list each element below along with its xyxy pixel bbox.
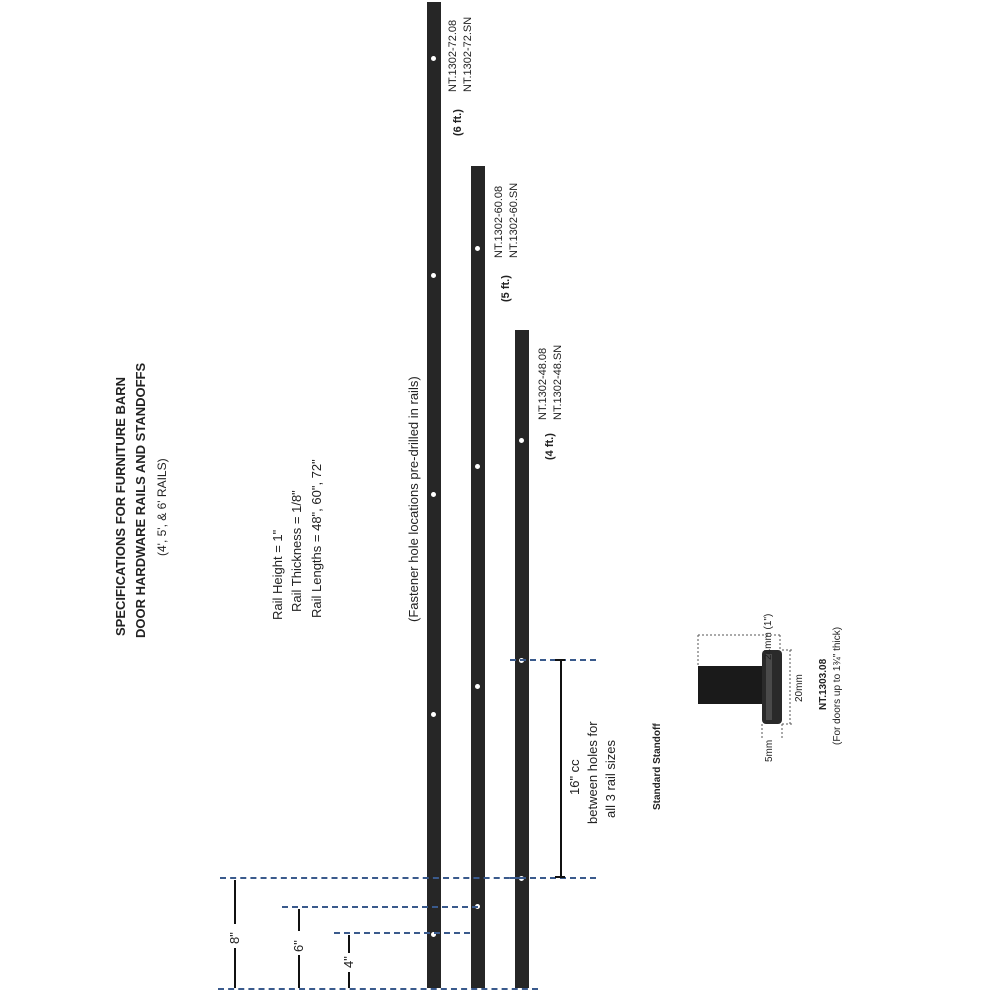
fastener-note: (Fastener hole locations pre-drilled in rails) [406,376,421,622]
spacing-guide-lower [510,877,596,879]
offset-guide-8 [220,877,520,879]
offset-6-line-bottom [298,955,300,988]
rail-5ft-part-b: NT.1302-60.SN [508,182,520,258]
rail-4ft-part-a: NT.1302-48.08 [537,347,549,420]
offset-6-line-top [298,909,300,931]
offset-8-line-bottom [234,948,236,988]
offset-4-line-bottom [348,972,350,988]
rail-5ft-length-label: (5 ft.) [500,275,512,302]
standoff-title: Standard Standoff [652,723,663,810]
spacing-guide-upper [510,659,596,661]
rail-6ft [427,2,441,988]
spacing-label-3: all 3 rail sizes [603,739,618,818]
offset-8-label: 8" [227,932,242,944]
spec-rail-lengths: Rail Lengths = 48", 60", 72" [309,459,324,618]
spacing-dimension-line [560,660,562,877]
offset-guide-4 [334,932,470,934]
spec-rail-height: Rail Height = 1" [270,529,285,620]
spacing-label-1: 16" cc [567,759,582,795]
standoff-note: (For doors up to 1¾" thick) [832,626,843,745]
spacing-cap-top [555,659,565,661]
offset-6-label: 6" [291,940,306,952]
title-line-3: (4', 5', & 6' RAILS) [155,458,169,556]
standoff-drawing [670,620,810,760]
standoff-dim-length: 24mm (1") [763,613,774,660]
rail-6ft-part-a: NT.1302-72.08 [447,19,459,92]
rail-hole [431,273,436,278]
standoff-dim-thickness: 5mm [764,739,775,762]
offset-guide-6 [282,906,478,908]
offset-4-label: 4" [341,956,356,968]
offset-4-line-top [348,935,350,953]
title-line-1: SPECIFICATIONS FOR FURNITURE BARN [113,376,128,636]
rail-6ft-part-b: NT.1302-72.SN [462,16,474,92]
standoff-dim-diameter: 20mm [794,674,805,702]
rail-hole [519,438,524,443]
rail-hole [431,712,436,717]
rail-hole [431,492,436,497]
title-line-2: DOOR HARDWARE RAILS AND STANDOFFS [133,362,148,638]
rail-4ft-length-label: (4 ft.) [544,433,556,460]
rail-4ft-part-b: NT.1302-48.SN [552,344,564,420]
spacing-label-2: between holes for [585,721,600,824]
rail-hole [475,246,480,251]
rail-hole [431,56,436,61]
standoff-part-number: NT.1303.08 [818,658,829,710]
spec-rail-thickness: Rail Thickness = 1/8" [289,490,304,612]
rail-6ft-length-label: (6 ft.) [452,109,464,136]
offset-8-line-top [234,880,236,924]
rail-5ft-part-a: NT.1302-60.08 [493,185,505,258]
rail-hole [475,684,480,689]
spacing-cap-bottom [555,876,565,878]
rail-hole [475,464,480,469]
rail-5ft [471,166,485,988]
offset-guide-baseline [218,988,538,990]
